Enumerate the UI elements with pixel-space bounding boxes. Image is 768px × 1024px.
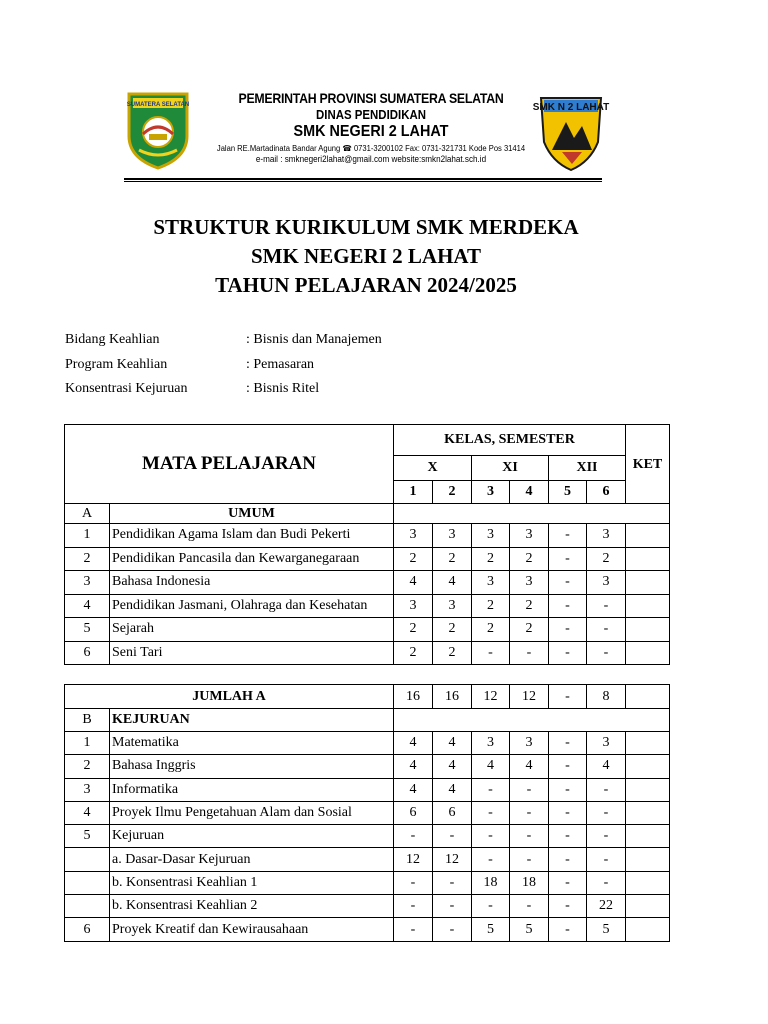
ket-cell bbox=[626, 594, 670, 618]
letterhead-contact: e-mail : smknegeri2lahat@gmail.com website:smkn2lahat.sch.id bbox=[255, 154, 487, 164]
hours-cell: - bbox=[549, 571, 587, 595]
hours-cell: - bbox=[472, 848, 510, 871]
hours-cell: - bbox=[549, 618, 587, 642]
hours-cell: 4 bbox=[433, 755, 472, 778]
hours-cell: - bbox=[394, 871, 433, 894]
ket-cell bbox=[626, 571, 670, 595]
row-number bbox=[65, 848, 110, 871]
header-semester: 1 bbox=[394, 481, 433, 504]
hours-cell: 3 bbox=[587, 571, 626, 595]
ket-cell bbox=[626, 918, 670, 941]
subject-name: b. Konsentrasi Keahlian 2 bbox=[110, 895, 394, 918]
table-row bbox=[65, 524, 670, 548]
jumlah-a-row bbox=[65, 685, 670, 709]
ket-cell bbox=[626, 755, 670, 778]
subject-name: Sejarah bbox=[110, 618, 394, 642]
ket-cell bbox=[626, 618, 670, 642]
header-kelas-semester: KELAS, SEMESTER bbox=[394, 425, 626, 456]
hours-cell: - bbox=[549, 778, 587, 801]
hours-cell: 18 bbox=[472, 871, 510, 894]
table-row bbox=[65, 871, 670, 894]
curriculum-table-kejuruan bbox=[64, 684, 670, 942]
hours-cell: - bbox=[587, 801, 626, 824]
letterhead-address: Jalan RE.Martadinata Bandar Agung ☎ 0731-3200102 Fax: 0731-321731 Kode Pos 31414 bbox=[216, 144, 526, 153]
svg-text:SMK N 2 LAHAT: SMK N 2 LAHAT bbox=[532, 102, 610, 113]
hours-cell: 4 bbox=[394, 732, 433, 755]
hours-cell: 4 bbox=[472, 755, 510, 778]
subject-name: Seni Tari bbox=[110, 641, 394, 665]
hours-cell: 3 bbox=[510, 571, 549, 595]
table-row bbox=[65, 641, 670, 665]
hours-cell: - bbox=[472, 641, 510, 665]
document-title bbox=[0, 213, 732, 300]
empty-cell bbox=[394, 504, 670, 524]
hours-cell: - bbox=[549, 895, 587, 918]
hours-cell: 5 bbox=[472, 918, 510, 941]
hours-cell: 2 bbox=[433, 641, 472, 665]
hours-cell: 2 bbox=[394, 547, 433, 571]
hours-cell: 18 bbox=[510, 871, 549, 894]
hours-cell: 3 bbox=[510, 732, 549, 755]
table-row bbox=[65, 825, 670, 848]
subject-name: b. Konsentrasi Keahlian 1 bbox=[110, 871, 394, 894]
row-number: 1 bbox=[65, 524, 110, 548]
header-mata-pelajaran: MATA PELAJARAN bbox=[65, 425, 394, 504]
hours-cell: 3 bbox=[433, 524, 472, 548]
hours-cell: 2 bbox=[433, 547, 472, 571]
row-number: 2 bbox=[65, 755, 110, 778]
hours-cell: 3 bbox=[433, 594, 472, 618]
hours-cell: 4 bbox=[433, 778, 472, 801]
row-number: 4 bbox=[65, 801, 110, 824]
row-number: 5 bbox=[65, 618, 110, 642]
hours-cell: - bbox=[433, 871, 472, 894]
hours-cell: - bbox=[510, 801, 549, 824]
hours-cell: 2 bbox=[472, 594, 510, 618]
hours-cell: - bbox=[433, 895, 472, 918]
subject-name: Matematika bbox=[110, 732, 394, 755]
header-semester: 5 bbox=[549, 481, 587, 504]
hours-cell: - bbox=[587, 641, 626, 665]
hours-cell: 12 bbox=[433, 848, 472, 871]
letterhead-rule bbox=[124, 178, 602, 180]
hours-cell: 4 bbox=[510, 755, 549, 778]
subject-name: Bahasa Indonesia bbox=[110, 571, 394, 595]
hours-cell: 4 bbox=[394, 778, 433, 801]
hours-cell: - bbox=[587, 778, 626, 801]
ket-cell bbox=[626, 547, 670, 571]
hours-cell: 4 bbox=[433, 732, 472, 755]
hours-cell: 2 bbox=[472, 547, 510, 571]
section-name: UMUM bbox=[110, 504, 394, 524]
hours-cell: - bbox=[472, 801, 510, 824]
info-label: Bidang Keahlian bbox=[65, 332, 160, 347]
hours-cell: 4 bbox=[433, 571, 472, 595]
subject-name: Pendidikan Pancasila dan Kewarganegaraan bbox=[110, 547, 394, 571]
hours-cell: - bbox=[433, 825, 472, 848]
hours-cell: - bbox=[549, 848, 587, 871]
subject-name: Informatika bbox=[110, 778, 394, 801]
header-semester: 3 bbox=[472, 481, 510, 504]
hours-cell: 3 bbox=[394, 524, 433, 548]
letterhead-department: DINAS PENDIDIKAN bbox=[316, 107, 426, 122]
jumlah-a-value: 16 bbox=[394, 685, 433, 709]
jumlah-a-value: - bbox=[549, 685, 587, 709]
hours-cell: - bbox=[549, 524, 587, 548]
hours-cell: - bbox=[549, 547, 587, 571]
sumatera-selatan-emblem-icon bbox=[125, 90, 191, 170]
ket-cell bbox=[626, 778, 670, 801]
info-value: : Pemasaran bbox=[246, 356, 315, 372]
letterhead-government: PEMERINTAH PROVINSI SUMATERA SELATAN bbox=[238, 90, 504, 106]
subject-name: Kejuruan bbox=[110, 825, 394, 848]
table-row bbox=[65, 801, 670, 824]
hours-cell: 22 bbox=[587, 895, 626, 918]
ket-cell bbox=[626, 732, 670, 755]
ket-cell bbox=[626, 641, 670, 665]
section-name: KEJURUAN bbox=[110, 709, 394, 732]
jumlah-a-value: 16 bbox=[433, 685, 472, 709]
title-line-3: TAHUN PELAJARAN 2024/2025 bbox=[215, 273, 517, 297]
info-value: : Bisnis Ritel bbox=[246, 381, 320, 396]
hours-cell: 2 bbox=[394, 618, 433, 642]
hours-cell: 4 bbox=[394, 755, 433, 778]
hours-cell: - bbox=[549, 755, 587, 778]
subject-name: Pendidikan Jasmani, Olahraga dan Kesehatan bbox=[110, 594, 394, 618]
hours-cell: - bbox=[549, 871, 587, 894]
ket-cell bbox=[626, 825, 670, 848]
table-row bbox=[65, 895, 670, 918]
hours-cell: - bbox=[510, 778, 549, 801]
jumlah-a-value: 12 bbox=[510, 685, 549, 709]
row-number: 5 bbox=[65, 825, 110, 848]
ket-cell bbox=[626, 801, 670, 824]
hours-cell: 5 bbox=[587, 918, 626, 941]
hours-cell: - bbox=[394, 895, 433, 918]
section-header-row bbox=[65, 504, 670, 524]
letterhead-rule-thin bbox=[124, 181, 602, 182]
hours-cell: - bbox=[510, 641, 549, 665]
curriculum-table-umum bbox=[64, 424, 670, 665]
table-row bbox=[65, 848, 670, 871]
empty-cell bbox=[394, 709, 670, 732]
info-label: Konsentrasi Kejuruan bbox=[65, 381, 188, 396]
jumlah-a-value: 8 bbox=[587, 685, 626, 709]
hours-cell: 3 bbox=[472, 571, 510, 595]
hours-cell: - bbox=[587, 618, 626, 642]
hours-cell: - bbox=[433, 918, 472, 941]
row-number: 3 bbox=[65, 571, 110, 595]
ket-cell bbox=[626, 524, 670, 548]
hours-cell: 2 bbox=[510, 594, 549, 618]
table-row bbox=[65, 594, 670, 618]
hours-cell: 2 bbox=[472, 618, 510, 642]
header-kelas-xi: XI bbox=[472, 456, 549, 481]
ket-cell bbox=[626, 895, 670, 918]
svg-text:SUMATERA SELATAN: SUMATERA SELATAN bbox=[126, 102, 190, 108]
hours-cell: 12 bbox=[394, 848, 433, 871]
hours-cell: - bbox=[549, 801, 587, 824]
subject-name: Proyek Kreatif dan Kewirausahaan bbox=[110, 918, 394, 941]
table-row bbox=[65, 778, 670, 801]
hours-cell: 4 bbox=[394, 571, 433, 595]
hours-cell: - bbox=[549, 825, 587, 848]
header-semester: 6 bbox=[587, 481, 626, 504]
hours-cell: - bbox=[587, 825, 626, 848]
ket-cell bbox=[626, 848, 670, 871]
subject-name: Bahasa Inggris bbox=[110, 755, 394, 778]
header-kelas-x: X bbox=[394, 456, 472, 481]
hours-cell: 3 bbox=[472, 524, 510, 548]
hours-cell: 4 bbox=[587, 755, 626, 778]
hours-cell: - bbox=[472, 895, 510, 918]
jumlah-a-value: 12 bbox=[472, 685, 510, 709]
hours-cell: 3 bbox=[510, 524, 549, 548]
header-ket: KET bbox=[626, 425, 670, 504]
section-code: A bbox=[65, 504, 110, 524]
subject-name: Pendidikan Agama Islam dan Budi Pekerti bbox=[110, 524, 394, 548]
row-number: 3 bbox=[65, 778, 110, 801]
hours-cell: 3 bbox=[587, 524, 626, 548]
table-row bbox=[65, 732, 670, 755]
row-number: 2 bbox=[65, 547, 110, 571]
hours-cell: - bbox=[394, 825, 433, 848]
hours-cell: 2 bbox=[433, 618, 472, 642]
hours-cell: - bbox=[472, 825, 510, 848]
jumlah-a-label: JUMLAH A bbox=[65, 685, 394, 709]
header-semester: 2 bbox=[433, 481, 472, 504]
hours-cell: - bbox=[587, 594, 626, 618]
hours-cell: - bbox=[549, 641, 587, 665]
subject-name: a. Dasar-Dasar Kejuruan bbox=[110, 848, 394, 871]
hours-cell: 2 bbox=[510, 618, 549, 642]
hours-cell: 3 bbox=[394, 594, 433, 618]
table-row bbox=[65, 547, 670, 571]
hours-cell: - bbox=[587, 848, 626, 871]
row-number: 1 bbox=[65, 732, 110, 755]
hours-cell: 2 bbox=[394, 641, 433, 665]
ket-cell bbox=[626, 871, 670, 894]
title-line-1: STRUKTUR KURIKULUM SMK MERDEKA bbox=[153, 215, 579, 239]
row-number: 6 bbox=[65, 641, 110, 665]
hours-cell: - bbox=[510, 895, 549, 918]
hours-cell: 3 bbox=[587, 732, 626, 755]
hours-cell: 5 bbox=[510, 918, 549, 941]
hours-cell: - bbox=[587, 871, 626, 894]
smkn2-lahat-emblem-icon bbox=[532, 92, 610, 172]
row-number bbox=[65, 895, 110, 918]
hours-cell: - bbox=[549, 594, 587, 618]
hours-cell: - bbox=[510, 825, 549, 848]
section-header-row bbox=[65, 709, 670, 732]
hours-cell: 2 bbox=[587, 547, 626, 571]
hours-cell: - bbox=[510, 848, 549, 871]
hours-cell: 6 bbox=[433, 801, 472, 824]
info-value: : Bisnis dan Manajemen bbox=[246, 332, 382, 347]
hours-cell: - bbox=[394, 918, 433, 941]
table-row bbox=[65, 918, 670, 941]
info-label: Program Keahlian bbox=[65, 356, 168, 372]
header-kelas-xii: XII bbox=[549, 456, 626, 481]
table-row bbox=[65, 618, 670, 642]
hours-cell: 3 bbox=[472, 732, 510, 755]
header-semester: 4 bbox=[510, 481, 549, 504]
row-number bbox=[65, 871, 110, 894]
hours-cell: 2 bbox=[510, 547, 549, 571]
empty-cell bbox=[626, 685, 670, 709]
hours-cell: - bbox=[472, 778, 510, 801]
letterhead bbox=[120, 86, 610, 182]
letterhead-school: SMK NEGERI 2 LAHAT bbox=[293, 123, 449, 140]
title-line-2: SMK NEGERI 2 LAHAT bbox=[250, 244, 482, 268]
table-row bbox=[65, 755, 670, 778]
row-number: 6 bbox=[65, 918, 110, 941]
hours-cell: - bbox=[549, 732, 587, 755]
table-row bbox=[65, 571, 670, 595]
hours-cell: - bbox=[549, 918, 587, 941]
row-number: 4 bbox=[65, 594, 110, 618]
section-code: B bbox=[65, 709, 110, 732]
subject-name: Proyek Ilmu Pengetahuan Alam dan Sosial bbox=[110, 801, 394, 824]
hours-cell: 6 bbox=[394, 801, 433, 824]
